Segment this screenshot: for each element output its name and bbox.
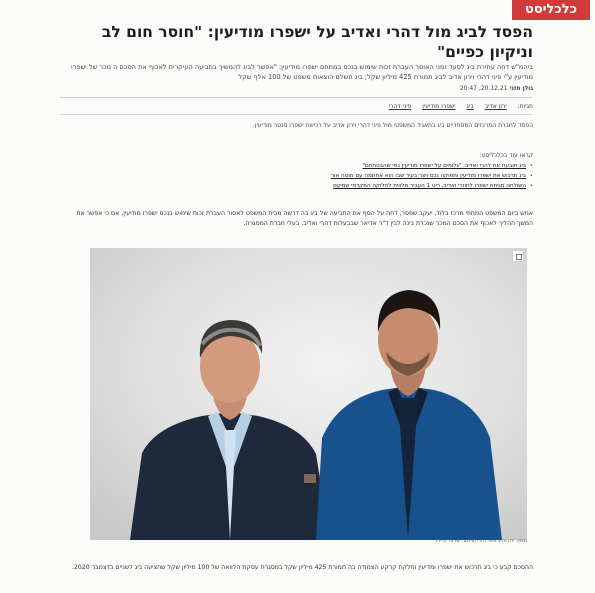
photo-illustration [90, 248, 527, 540]
related-link[interactable]: השולחנו מגיחת ישפרו לחוזרי ואדיב, ריט 1 העביר מלווית לחלוקה המקדמי שמיעם [333, 183, 526, 189]
tag-link[interactable]: פיני דהרי [388, 103, 412, 110]
photo-credit: מימין: ירון אדיב ופיני דהרי (צילום: ישראל הריר) [435, 539, 527, 544]
tag-link[interactable]: ישפרו מודיעין [422, 103, 456, 110]
related-title: קראו עוד בכלכליסט: [479, 152, 533, 159]
divider [60, 114, 532, 115]
related-list [233, 161, 533, 191]
publish-timestamp: 20.12.21, 20:47 [459, 85, 508, 92]
closing-paragraph: ההסכם קבע כי ביג תרכוש את ישפרו ומדיעין וחלקת קרקע הצמודה בה תמורת 425 מיליון שקל במסגרת עסקת הלוואה של 100 מיליון שקל שהציעה ביג לשניים בדצמבר 2020. [71, 564, 533, 571]
article-dateline [460, 85, 533, 92]
related-link[interactable]: ביג תרכוש את ישפרו מודיעין ותפוקה נכס ויצר בעיר שבו הוא אחתמה עם מוטה אור [330, 173, 526, 179]
tags-row [380, 103, 533, 110]
lead-caption: הפסד לחברת המרכזים המסחריים ביג בתאגיד המשפטי מול פיני דהרי וירון אדיב על רכישת ישפרו סנטר מודיעין. [252, 122, 533, 129]
tag-link[interactable]: ביג [466, 103, 474, 110]
related-item[interactable] [233, 171, 533, 181]
article-photo [90, 248, 527, 540]
expand-image-icon[interactable] [512, 250, 524, 262]
article-subhead: ביהמ"ש דחה עתירת ביג לסעד זמני האוסר העברת זכות שימוש בנכס במתחם ישפרו מודיעין: "אפשר לביג להמשיך בתביעה העיקרית לאכוף את הסכם ה מכר של ישפרו מודיעין ע"י פיני דהרי וירון אדיב לביג תמורת 425 מיליון שקל; ביג תשלם הוצאות משפט של 100 אלף שקל [70, 63, 533, 81]
related-item[interactable] [233, 161, 533, 171]
related-link[interactable]: ביג תובעת את דהרי ואדיב: "גלומים על ישפרו מודיעין כפי שהבטחתם" [362, 163, 526, 169]
site-logo[interactable]: כלכליסט [512, 0, 590, 20]
divider [60, 97, 532, 98]
article-headline: הפסד לביג מול דהרי ואדיב על ישפרו מודיעין: "חוסר חום לב וניקיון כפיים" [101, 23, 533, 61]
tags-label: תגיות: [517, 103, 533, 110]
related-item[interactable] [233, 181, 533, 191]
author-name[interactable]: גולן חזני [509, 85, 533, 92]
tag-link[interactable]: ירון אדיב [484, 103, 507, 110]
body-paragraph: אמש ביום המשפט המחוזי מרכז בלוד, יעקב שפסר, דחה על הסף את התביעה של ביג בה דרשה מבית המשפט לאסור העברת זכות שימוש בנכס ישפרו מודיעין, אם כי אפשר את המשך ההליך לאכוף את הסכם המכר שנכרת בינה לבין ד"ר אדיאר שבבעלות דהרי ואדיב, בעלי חברת המסגרה. [76, 210, 533, 227]
